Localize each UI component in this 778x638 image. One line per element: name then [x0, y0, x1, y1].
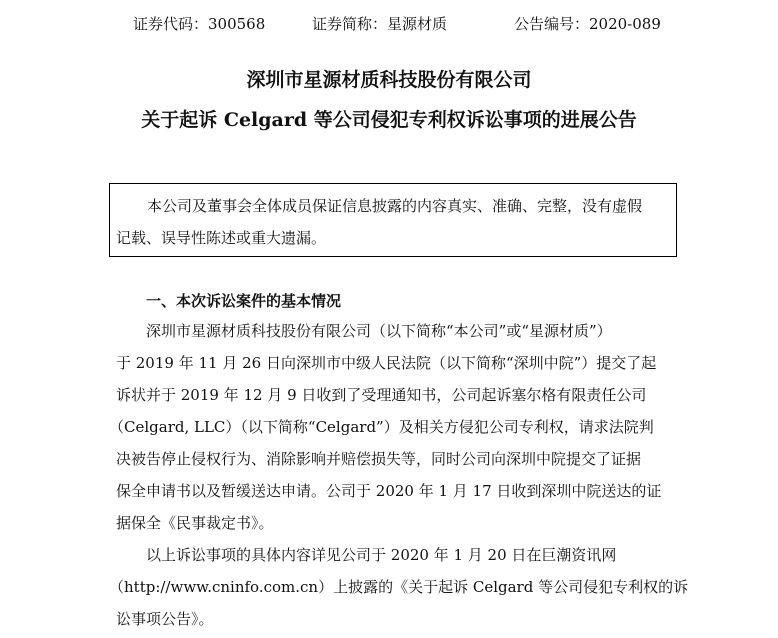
- paragraph-line: 据保全《民事裁定书》。: [116, 514, 274, 532]
- paragraph-line: 讼事项公告》。: [116, 610, 214, 628]
- disclosure-notice-box: [109, 183, 677, 257]
- section-heading: 一、本次诉讼案件的基本情况: [146, 292, 342, 310]
- paragraph-line: （http://www.cninfo.com.cn）上披露的《关于起诉 Celgard 等公司侵犯专利权的诉: [109, 578, 689, 596]
- notice-line: 记载、误导性陈述或重大遗漏。: [116, 229, 327, 247]
- company-title: 深圳市星源材质科技股份有限公司: [246, 69, 532, 91]
- document-header: [0, 12, 778, 36]
- paragraph-line: 以上诉讼事项的具体内容详见公司于 2020 年 1 月 20 日在巨潮资讯网: [146, 546, 617, 564]
- paragraph-line: 诉状并于 2019 年 12 月 9 日收到了受理通知书，公司起诉塞尔格有限责任公司: [116, 386, 647, 404]
- paragraph-line: 决被告停止侵权行为、消除影响并赔偿损失等，同时公司向深圳中院提交了证据: [116, 450, 642, 468]
- paragraph-line: 深圳市星源材质科技股份有限公司（以下简称“本公司”或“星源材质”）: [146, 322, 612, 340]
- announcement-title: 关于起诉 Celgard 等公司侵犯专利权诉讼事项的进展公告: [141, 109, 637, 131]
- stock-code: 证券代码：300568: [133, 15, 266, 33]
- notice-line: 本公司及董事会全体成员保证信息披露的内容真实、准确、完整，没有虚假: [147, 197, 643, 215]
- announcement-number: 公告编号：2020-089: [514, 15, 661, 33]
- paragraph-line: 于 2019 年 11 月 26 日向深圳市中级人民法院（以下简称“深圳中院”）提交了起: [116, 354, 657, 372]
- stock-abbreviation: 证券简称：星源材质: [312, 15, 448, 33]
- paragraph-line: 保全申请书以及暂缓送达申请。公司于 2020 年 1 月 17 日收到深圳中院送达的证: [116, 482, 662, 500]
- paragraph-line: （Celgard, LLC）（以下简称“Celgard”）及相关方侵犯公司专利权，请求法院判: [109, 418, 654, 436]
